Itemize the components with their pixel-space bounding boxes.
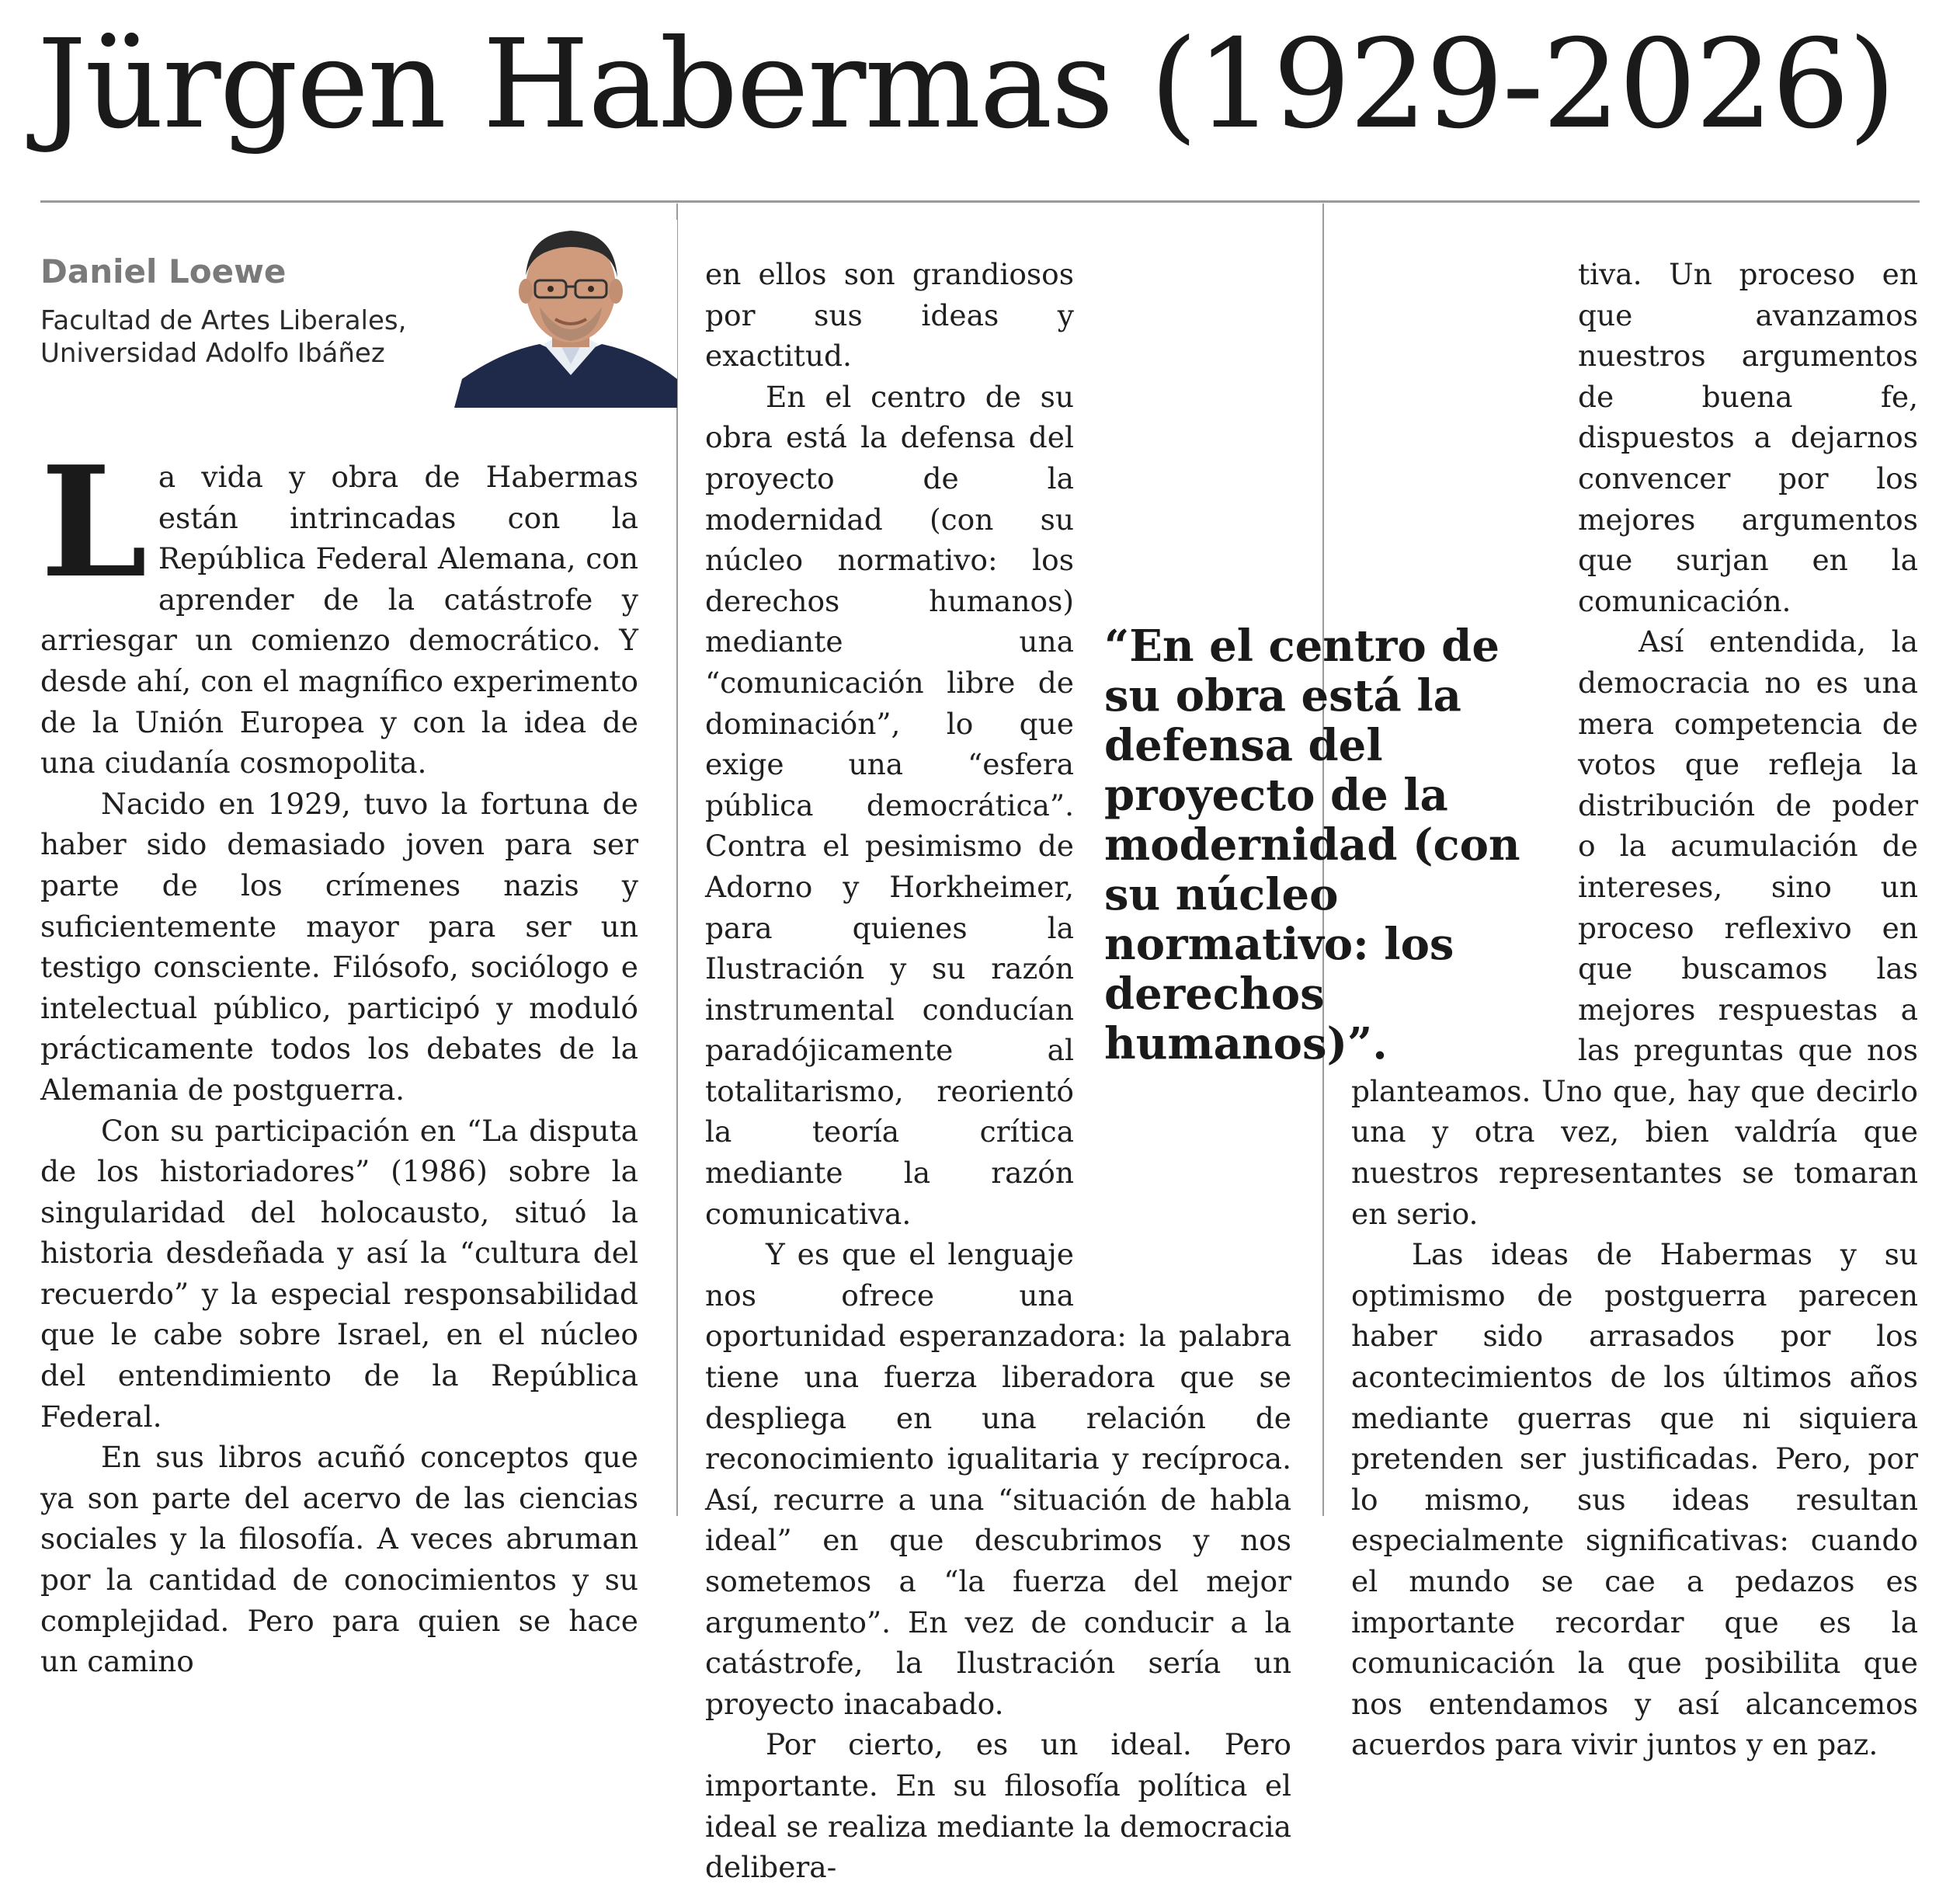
pull-quote: “En el centro de su obra está la defensa del proyecto de la modernidad (con su núcleo normativo: los derechos humanos)”. bbox=[1104, 621, 1520, 1069]
paragraph: En el centro de su obra está la defensa del proyecto de la modernidad (con su núcleo normativo: los derechos humanos) mediante una “comunicación libre de dominación”, lo que exige una “esfera pública democrática”. Contra el pesimismo de Adorno y Horkheimer, para quienes la Ilustración y su razón instrumental conducían paradójicamente al totalitarismo, reorientó la teoría crítica mediante la razón comunicativa. bbox=[705, 379, 1074, 1231]
paragraph: Las ideas de Habermas y su optimismo de postguerra parecen haber sido arrasados por los acontecimientos de los últimos años mediante guerras que ni siquiera pretenden ser justificadas. Pero, por lo mismo, sus ideas resultan especialmente significativas: cuando el mundo se cae a pedazos es importante recordar que es la comunicación la que posibilita que nos entendamos y así alcancemos acuerdos para vivir juntos y en paz. bbox=[1351, 1237, 1918, 1762]
paragraph: Y es que el lenguaje nos ofrece una oportunidad esperanzadora: la palabra tiene una fuerza liberadora que se despliega en una relación de reconocimiento igualitaria y recíproca. Así, recurre a una “situación de habla ideal” en que descubrimos y nos sometemos a “la fuerza del mejor argumento”. En vez de conducir a la catástrofe, la Ilustración sería un proyecto inacabado. bbox=[705, 1237, 1291, 1721]
paragraph: a vida y obra de Habermas están intrincadas con la República Federal Alemana, con aprender de la catástrofe y arriesgar un comienzo democrático. Y desde ahí, con el magnífico experimento de la Unión Europea y con la idea de una ciudanía cosmopolita. bbox=[40, 460, 638, 781]
article-column-1 bbox=[40, 433, 638, 1682]
author-affiliation-line1: Facultad de Artes Liberales, bbox=[40, 305, 407, 336]
paragraph: Así entendida, la democracia no es una mera competencia de votos que refleja la distribución de poder o la acumulación de intereses, sino un proceso reflexivo en que buscamos las mejores respuestas a las preguntas que nos planteamos. Uno que, hay que decirlo una y otra vez, bien valdría que nuestros representantes se tomaran en serio. bbox=[1351, 624, 1918, 1231]
drop-cap: L bbox=[40, 433, 148, 612]
article-column-2 bbox=[705, 254, 1291, 1888]
author-portrait bbox=[454, 220, 677, 408]
author-affiliation-line2: Universidad Adolfo Ibáñez bbox=[40, 338, 385, 369]
title-divider bbox=[40, 200, 1920, 203]
paragraph: tiva. Un proceso en que avanzamos nuestros argumentos de buena fe, dispuestos a dejarnos convencer por los mejores argumentos que surjan en la comunicación. bbox=[1578, 257, 1918, 618]
byline bbox=[40, 252, 475, 370]
paragraph: En sus libros acuñó conceptos que ya son parte del acervo de las ciencias sociales y la filosofía. A veces abruman por la cantidad de conocimientos y su complejidad. Pero para quien se hace un camino bbox=[40, 1440, 638, 1679]
paragraph: en ellos son grandiosos por sus ideas y exactitud. bbox=[705, 257, 1074, 374]
paragraph: Con su participación en “La disputa de los historiadores” (1986) sobre la singularidad del holocausto, situó la historia desdeñada y así la “cultura del recuerdo” y la especial responsabilidad que le cabe sobre Israel, en el núcleo del entendimiento de la República Federal. bbox=[40, 1113, 638, 1434]
paragraph: Por cierto, es un ideal. Pero importante. En su filosofía política el ideal se realiza mediante la democracia delibera- bbox=[705, 1727, 1291, 1885]
paragraph: Nacido en 1929, tuvo la fortuna de haber sido demasiado joven para ser parte de los crímenes nazis y suficientemente mayor para ser un testigo consciente. Filósofo, sociólogo e intelectual público, participó y moduló prácticamente todos los debates de la Alemania de postguerra. bbox=[40, 786, 638, 1107]
author-name: Daniel Loewe bbox=[40, 252, 287, 290]
article-title: Jürgen Habermas (1929-2026) bbox=[37, 13, 1895, 156]
